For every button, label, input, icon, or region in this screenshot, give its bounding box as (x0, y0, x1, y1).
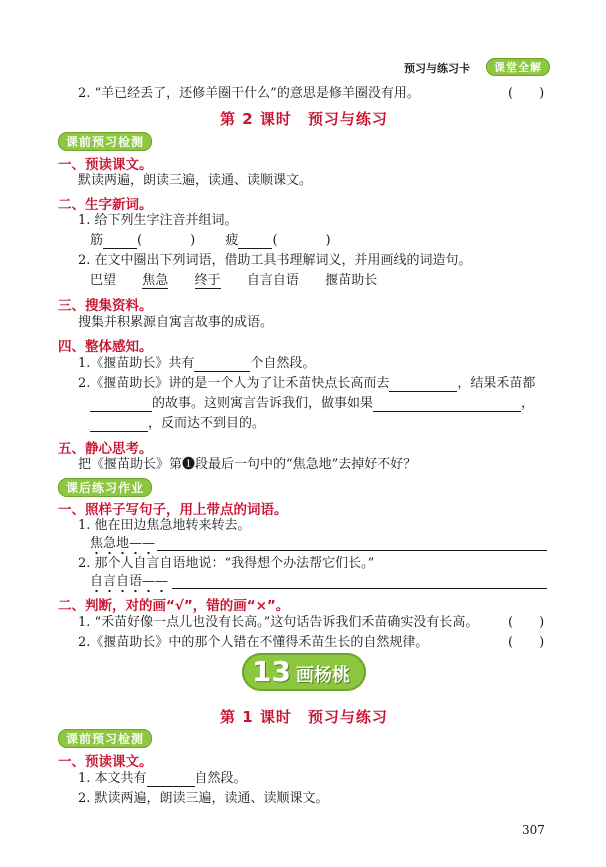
section1-text: 默读两遍，朗读三遍，读通、读顺课文。 (78, 173, 313, 188)
header-card-label: 预习与练习卡 (404, 62, 470, 75)
banner-post: 课后练习作业 (58, 478, 152, 497)
section8-title: 一、预读课文。 (58, 754, 153, 770)
blank-pi-word[interactable] (238, 234, 272, 249)
section7-title: 二、判断，对的画“√”，错的画“×”。 (58, 598, 290, 614)
section4-title: 四、整体感知。 (58, 339, 153, 355)
section8-q2: 2. 默读两遍，朗读三遍，读通、读顺课文。 (78, 791, 329, 806)
banner-pre: 课前预习检测 (58, 132, 152, 151)
blank-result[interactable] (90, 397, 152, 412)
section1-title: 一、预读课文。 (58, 157, 153, 173)
word-1: 焦急 (142, 273, 169, 288)
section7-q2: 2.《揠苗助长》中的那个人错在不懂得禾苗生长的自然规律。 (78, 635, 429, 650)
blank-jin-word[interactable] (103, 234, 137, 249)
section7-q2-paren[interactable]: ( ) (508, 635, 545, 650)
char-jin: 筋 (90, 233, 104, 248)
section6-w1: 焦急地—— (90, 536, 155, 552)
section4-q1: 1.《揠苗助长》共有 个自然段。 (78, 356, 316, 371)
section3-title: 三、搜集资料。 (58, 298, 153, 314)
section5-text: 把《揠苗助长》第❶段最后一句中的“焦急地”去掉好不好？ (78, 457, 417, 472)
section5-title: 五、静心思考。 (58, 441, 153, 457)
answer-line-1[interactable] (157, 550, 547, 551)
section4-q2-line2: 的故事。这则寓言告诉我们，做事如果 ， (90, 396, 534, 412)
section2-title: 二、生字新词。 (58, 197, 153, 213)
blank-condition2[interactable] (90, 417, 148, 432)
page-number: 307 (522, 823, 545, 837)
banner-pre-2: 课前预习检测 (58, 729, 152, 748)
answer-line-2[interactable] (172, 588, 547, 589)
lesson2-title: 第 2 课时 预习与练习 (220, 110, 388, 128)
header-badge: 课堂全解 (486, 58, 550, 76)
section7-q1-paren[interactable]: ( ) (508, 615, 545, 630)
blank-paragraph-count[interactable] (194, 357, 250, 372)
lesson1-title: 第 1 课时 预习与练习 (220, 708, 388, 726)
char-pi: 疲 (225, 233, 239, 248)
top-question-paren: ( ) (508, 86, 545, 101)
top-question: 2. “羊已经丢了，还修羊圈干什么”的意思是修羊圈没有用。 (78, 86, 420, 101)
word-list (90, 273, 377, 289)
blank-condition[interactable] (373, 397, 521, 412)
word-4: 揠苗助长 (325, 273, 378, 288)
word-3: 自言自语 (246, 273, 299, 288)
word-2: 终于 (194, 273, 221, 288)
blank-paragraphs[interactable] (147, 772, 195, 787)
section2-q2: 2. 在文中圈出下列词语，借助工具书理解词义，并用画线的词造句。 (78, 253, 472, 268)
section6-w2: 自言自语—— (90, 574, 168, 590)
section2-q1: 1. 给下列生字注音并组词。 (78, 213, 238, 228)
section8-q1: 1. 本文共有 自然段。 (78, 771, 247, 786)
lesson13-number: 13 (252, 655, 291, 688)
word-0: 巴望 (90, 273, 117, 288)
section4-q2-line3: ，反而达不到目的。 (90, 416, 265, 432)
blank-action[interactable] (389, 377, 457, 392)
section4-q2-line1: 2.《揠苗助长》讲的是一个人为了让禾苗快点长高而去 ，结果禾苗都 (78, 376, 536, 391)
section6-q1: 1. 他在田边焦急地转来转去。 (78, 518, 251, 533)
section6-title: 一、照样子写句子，用上带点的词语。 (58, 502, 288, 518)
lesson13-banner (242, 653, 366, 691)
section7-q1: 1. “禾苗好像一点儿也没有长高。”这句话告诉我们禾苗确实没有长高。 (78, 615, 479, 630)
lesson13-title: 画杨桃 (296, 665, 350, 686)
char-row: 筋 ( ) 疲 ( ) (90, 233, 331, 248)
section3-text: 搜集并积累源自寓言故事的成语。 (78, 315, 274, 330)
section6-q2: 2. 那个人自言自语地说：“我得想个办法帮它们长。” (78, 556, 375, 571)
